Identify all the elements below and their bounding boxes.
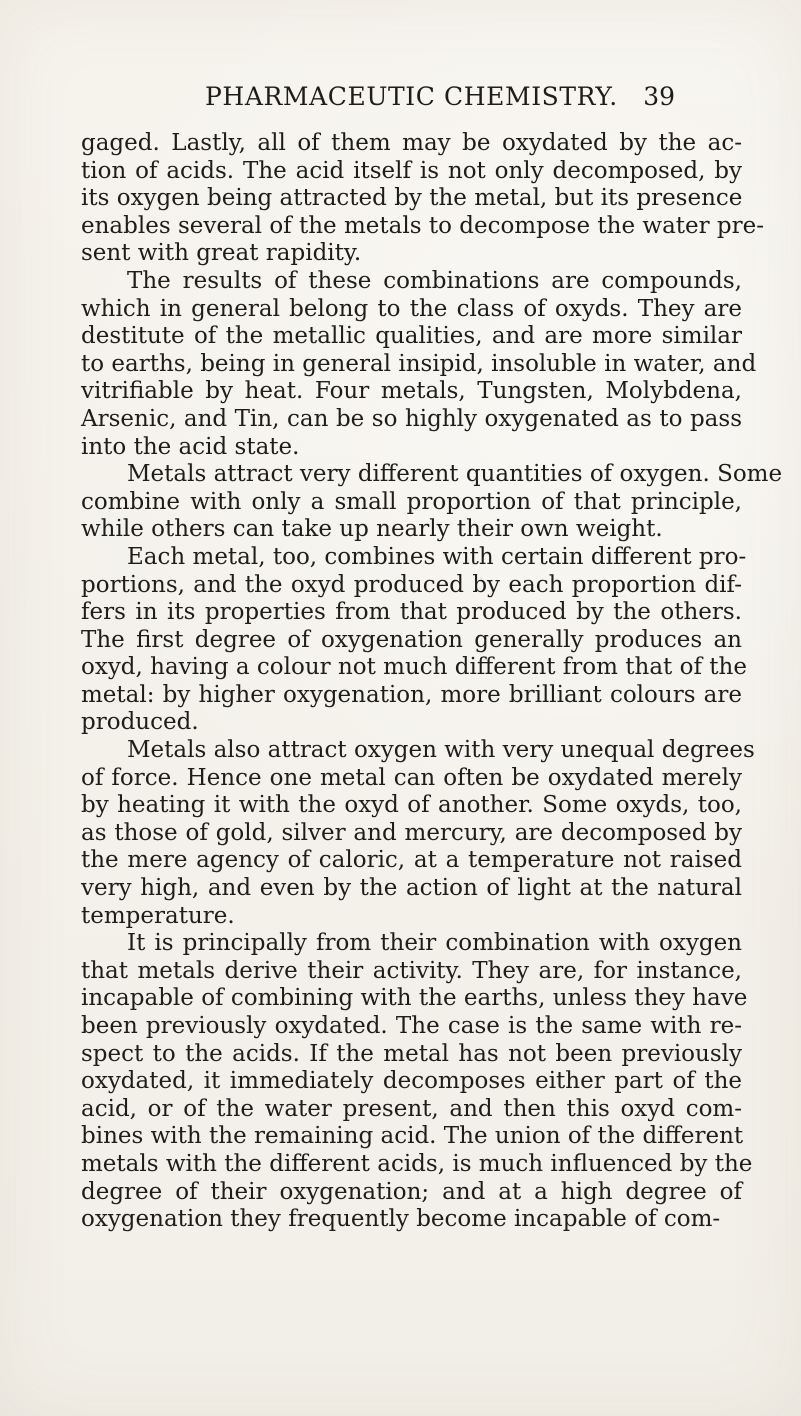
- text-line: acid, or of the water present, and then this oxyd com-: [81, 1095, 742, 1122]
- text-line: gaged. Lastly, all of them may be oxydated by the ac-: [81, 130, 742, 156]
- paragraph-start-line: The results of these combinations are compounds,: [127, 267, 742, 294]
- text-line: to earths, being in general insipid, insoluble in water, and: [81, 350, 757, 377]
- text-line: enables several of the metals to decompose the water pre-: [81, 212, 765, 239]
- page-number: 39: [643, 82, 675, 111]
- paragraph-start-line: Metals also attract oxygen with very unequal degrees: [127, 737, 755, 764]
- text-line: sent with great rapidity.: [81, 240, 362, 267]
- text-line: which in general belong to the class of oxyds. They are: [81, 295, 742, 322]
- text-line: metal: by higher oxygenation, more brilliant colours are: [81, 681, 742, 708]
- text-line: spect to the acids. If the metal has not been previously: [81, 1040, 742, 1067]
- text-line: been previously oxydated. The case is the same with re-: [81, 1013, 742, 1039]
- text-line: oxygenation they frequently become incapable of com-: [81, 1206, 721, 1233]
- text-line: The first degree of oxygenation generally produces an: [81, 626, 742, 653]
- text-line: very high, and even by the action of light at the natural: [81, 875, 742, 902]
- text-line: the mere agency of caloric, at a temperature not raised: [81, 847, 742, 874]
- text-line: its oxygen being attracted by the metal, but its presence: [81, 185, 743, 212]
- text-line: into the acid state.: [81, 433, 300, 460]
- text-line: tion of acids. The acid itself is not only decomposed, by: [81, 157, 742, 184]
- text-line: temperature.: [81, 902, 235, 929]
- text-line: vitrifiable by heat. Four metals, Tungsten, Molybdena,: [81, 378, 742, 405]
- text-line: fers in its properties from that produced by the others.: [81, 599, 742, 626]
- text-line: of force. Hence one metal can often be oxydated merely: [81, 764, 742, 791]
- text-line: oxydated, it immediately decomposes either part of the: [81, 1068, 742, 1095]
- text-line: that metals derive their activity. They are, for instance,: [81, 957, 742, 984]
- paragraph-start-line: It is principally from their combination with oxygen: [127, 930, 742, 957]
- text-line: metals with the different acids, is much influenced by the: [81, 1150, 753, 1177]
- paragraph-start-line: Each metal, too, combines with certain different pro-: [127, 543, 747, 570]
- text-line: destitute of the metallic qualities, and are more similar: [81, 323, 742, 350]
- text-line: while others can take up nearly their own weight.: [81, 516, 663, 543]
- text-line: degree of their oxygenation; and at a high degree of: [81, 1178, 742, 1205]
- page-header: [205, 82, 675, 114]
- text-line: as those of gold, silver and mercury, are decomposed by: [81, 819, 742, 846]
- text-line: incapable of combining with the earths, unless they have: [81, 985, 748, 1012]
- text-line: portions, and the oxyd produced by each proportion dif-: [81, 571, 742, 598]
- text-line: Arsenic, and Tin, can be so highly oxygenated as to pass: [81, 405, 742, 432]
- text-line: produced.: [81, 709, 199, 736]
- text-line: oxyd, having a colour not much different from that of the: [81, 654, 747, 681]
- running-head: PHARMACEUTIC CHEMISTRY.: [205, 82, 618, 111]
- text-line: combine with only a small proportion of that principle,: [81, 488, 742, 515]
- text-line: by heating it with the oxyd of another. Some oxyds, too,: [81, 792, 742, 819]
- paragraph-start-line: Metals attract very different quantities of oxygen. Some: [127, 461, 783, 488]
- text-line: bines with the remaining acid. The union of the different: [81, 1123, 744, 1150]
- body-text: [81, 130, 783, 1234]
